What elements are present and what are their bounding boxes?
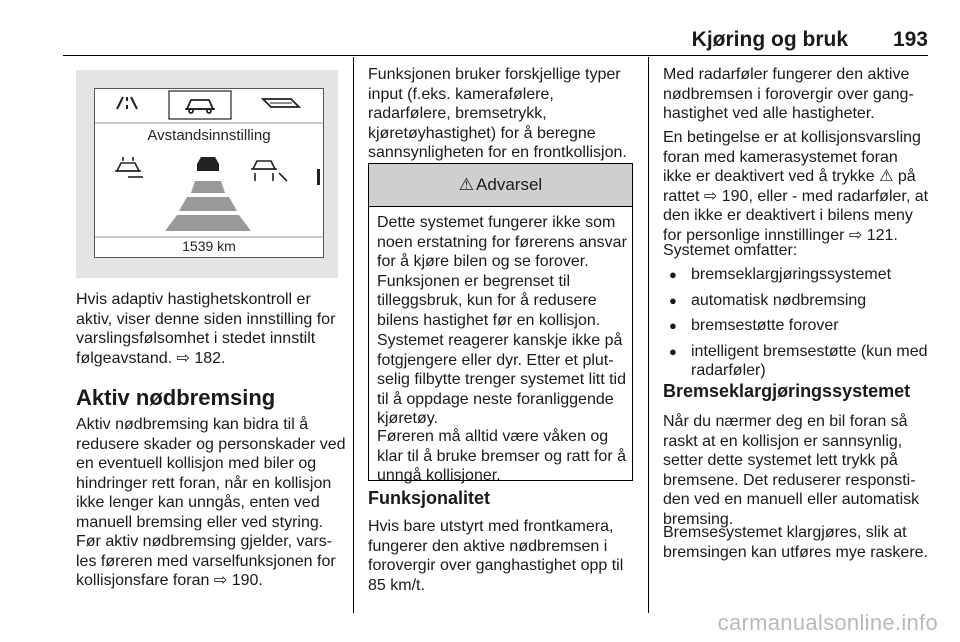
car-icon bbox=[197, 157, 219, 171]
sign-icon bbox=[263, 99, 299, 107]
paragraph: Når du nærmer deg en bil foran så raskt at en kollisjon er sannsynlig, setter dette systemet lett trykk på bremsene. Det reduserer responstiden ved en manuell eller automatisk bremsing. bbox=[663, 413, 920, 528]
screen-title: Avstandsinnstilling bbox=[147, 127, 271, 144]
warning-icon: ⚠ bbox=[458, 175, 475, 194]
odometer: 1539 km bbox=[182, 238, 236, 254]
paragraph: Bremsesystemet klargjøres, slik at bremsingen kan utføres mye raskere. bbox=[663, 524, 928, 561]
header-rule bbox=[63, 55, 928, 56]
lane-icon bbox=[117, 97, 137, 109]
intro-paragraph: Hvis adaptiv hastighetskontroll er aktiv, viser denne siden innstilling for varslingsfølsomhet i stedet innstilt følgeavstand. ⇨ 182. bbox=[76, 291, 336, 367]
body-paragraph: Hvis bare utstyrt med frontkamera, fungerer den aktive nødbremsen i forovergir over ganghastighet opp til 85 km/t. bbox=[368, 518, 624, 594]
subsection-heading: Bremseklargjøringssystemet bbox=[663, 381, 911, 401]
section-title: Kjøring og bruk bbox=[691, 28, 848, 51]
page-header bbox=[63, 28, 928, 52]
warning-header bbox=[369, 164, 632, 207]
warning-paragraph: Føreren må alltid være våken og klar til å bruke bremser og ratt for å unngå kollisjoner. bbox=[377, 428, 626, 484]
list-item: ● intelligent bremsestøtte (kun med radarføler) bbox=[663, 342, 929, 381]
display-figure bbox=[76, 70, 338, 278]
body-paragraph: Aktiv nødbremsing kan bidra til å redusere skader og personskader ved en eventuell kollisjon med biler og hindringer rett foran, når en kollisjon ikke lenger kan unngås, enten ved manuell bremsing eller ved styring. Før aktiv nødbremsing gjelder, varsles føreren med varselfunksjonen for kollisjonsfare foran ⇨ 190. bbox=[76, 416, 346, 589]
warning-paragraph: Systemet reagerer kanskje ikke på fotgjengere eller dyr. Etter et plutselig filbytte trenger systemet litt tid til å oppdage neste foranliggende kjøretøy. bbox=[377, 332, 626, 427]
subsection-heading: Funksjonalitet bbox=[368, 488, 491, 508]
paragraph: Med radarføler fungerer den aktive nødbremsen i forovergir over ganghastighet ved alle hastigheter. bbox=[663, 66, 914, 122]
warning-paragraph: Dette systemet fungerer ikke som noen erstatning for førerens ansvar for å kjøre bilen og se forover. Funksjonen er begrenset til tilleggsbruk, kun for å redusere bilens hastighet før en kollisjon. bbox=[377, 214, 627, 329]
watermark: carmanualsonline.info bbox=[717, 610, 938, 635]
paragraph: En betingelse er at kollisjonsvarsling foran med kamerasystemet foran ikke er deaktivert ved å trykke ⚠ på rattet ⇨ 190, eller - med radarføler, at den ikke er deaktivert i bilens meny for personlige innstillinger ⇨ 121. bbox=[663, 129, 929, 244]
car-with-alert-icon bbox=[115, 157, 143, 177]
list-item: ● bremsestøtte forover bbox=[663, 316, 929, 336]
page-number: 193 bbox=[892, 28, 928, 51]
feature-list bbox=[663, 265, 929, 387]
intro-paragraph: Funksjonen bruker forskjellige typer input (f.eks. kamerafølere, radarfølere, bremsetrykk, kjøretøyhastighet) for å beregne sannsynligheten for en frontkollisjon. bbox=[368, 66, 627, 161]
selected-tab-frame bbox=[169, 91, 231, 119]
column-divider bbox=[353, 57, 354, 613]
car-pedestrian-icon bbox=[251, 161, 287, 181]
warning-title: Advarsel bbox=[476, 175, 543, 194]
warning-box bbox=[368, 163, 633, 484]
display-screen bbox=[94, 88, 324, 258]
list-item: ● automatisk nødbremsing bbox=[663, 291, 929, 311]
section-heading: Aktiv nødbremsing bbox=[76, 385, 276, 410]
paragraph: Systemet omfatter: bbox=[663, 242, 798, 259]
column-divider bbox=[648, 57, 649, 613]
list-item: ● bremseklargjøringssystemet bbox=[663, 265, 929, 285]
